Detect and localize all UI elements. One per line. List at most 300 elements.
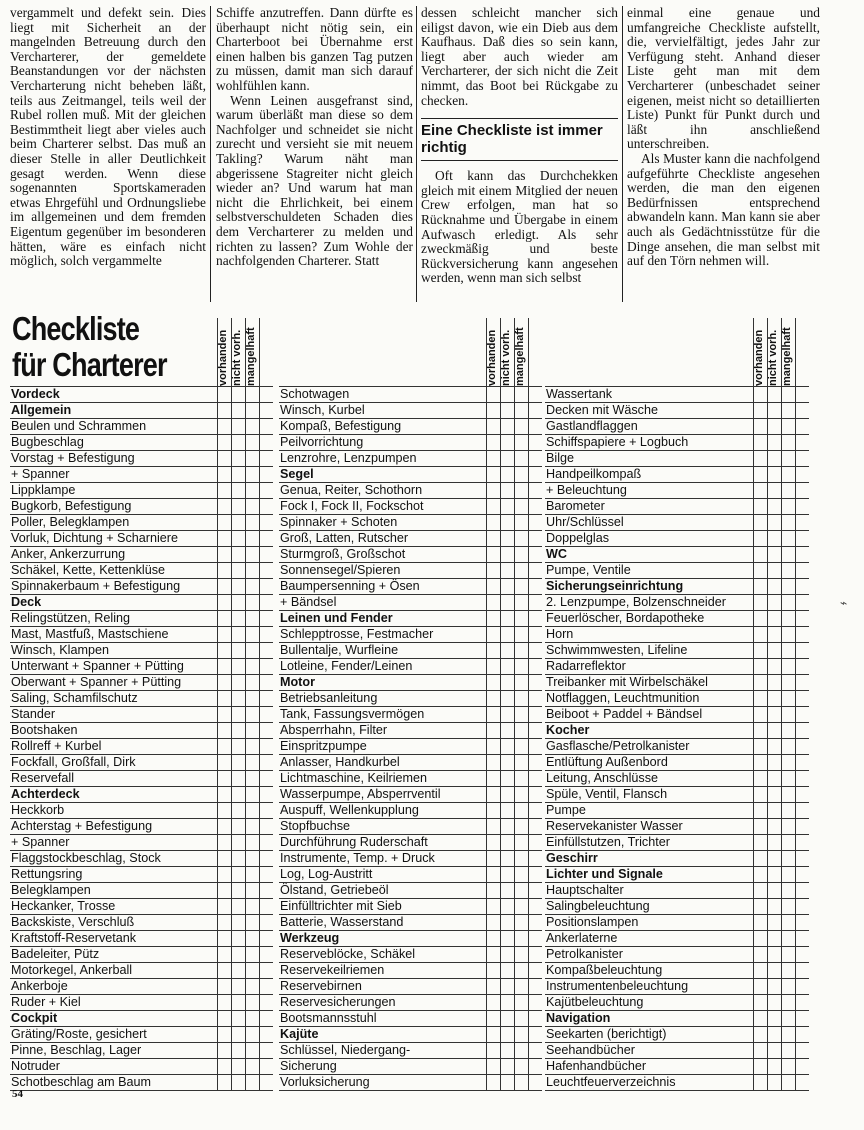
check-box[interactable] [217,850,232,866]
check-box[interactable] [486,386,501,402]
check-box[interactable] [231,834,246,850]
check-box[interactable] [245,386,260,402]
check-box[interactable] [514,930,529,946]
check-box[interactable] [753,642,768,658]
check-box[interactable] [767,658,782,674]
check-box[interactable] [486,498,501,514]
check-box[interactable] [231,1042,246,1058]
check-box[interactable] [753,658,768,674]
check-box[interactable] [767,834,782,850]
check-box[interactable] [217,626,232,642]
check-box[interactable] [500,418,515,434]
check-box[interactable] [231,450,246,466]
check-box[interactable] [767,866,782,882]
check-box[interactable] [500,1010,515,1026]
check-box[interactable] [231,482,246,498]
check-box[interactable] [217,578,232,594]
check-box[interactable] [486,706,501,722]
check-box[interactable] [245,466,260,482]
check-box[interactable] [753,610,768,626]
check-box[interactable] [514,642,529,658]
check-box[interactable] [514,610,529,626]
check-box[interactable] [217,674,232,690]
check-box[interactable] [767,1010,782,1026]
check-box[interactable] [767,770,782,786]
check-box[interactable] [217,914,232,930]
check-box[interactable] [231,466,246,482]
check-box[interactable] [514,706,529,722]
check-box[interactable] [245,738,260,754]
check-box[interactable] [486,610,501,626]
check-box[interactable] [781,514,796,530]
check-box[interactable] [500,898,515,914]
check-box[interactable] [767,706,782,722]
check-box[interactable] [781,706,796,722]
check-box[interactable] [217,978,232,994]
check-box[interactable] [767,914,782,930]
check-box[interactable] [217,898,232,914]
check-box[interactable] [753,466,768,482]
check-box[interactable] [217,802,232,818]
check-box[interactable] [486,786,501,802]
check-box[interactable] [781,802,796,818]
check-box[interactable] [753,1026,768,1042]
check-box[interactable] [781,690,796,706]
check-box[interactable] [217,1074,232,1090]
check-box[interactable] [753,1010,768,1026]
check-box[interactable] [767,930,782,946]
check-box[interactable] [781,850,796,866]
check-box[interactable] [231,802,246,818]
check-box[interactable] [514,962,529,978]
check-box[interactable] [217,546,232,562]
check-box[interactable] [500,882,515,898]
check-box[interactable] [781,450,796,466]
check-box[interactable] [231,866,246,882]
check-box[interactable] [245,802,260,818]
check-box[interactable] [486,1074,501,1090]
check-box[interactable] [514,530,529,546]
check-box[interactable] [500,514,515,530]
check-box[interactable] [781,546,796,562]
check-box[interactable] [781,386,796,402]
check-box[interactable] [514,418,529,434]
check-box[interactable] [514,450,529,466]
check-box[interactable] [753,1074,768,1090]
check-box[interactable] [767,722,782,738]
check-box[interactable] [767,546,782,562]
check-box[interactable] [781,914,796,930]
check-box[interactable] [231,722,246,738]
check-box[interactable] [514,770,529,786]
check-box[interactable] [486,674,501,690]
check-box[interactable] [486,530,501,546]
check-box[interactable] [486,1010,501,1026]
check-box[interactable] [217,402,232,418]
check-box[interactable] [514,386,529,402]
check-box[interactable] [767,530,782,546]
check-box[interactable] [753,978,768,994]
check-box[interactable] [245,1042,260,1058]
check-box[interactable] [514,898,529,914]
check-box[interactable] [753,738,768,754]
check-box[interactable] [486,1058,501,1074]
check-box[interactable] [500,450,515,466]
check-box[interactable] [500,738,515,754]
check-box[interactable] [753,930,768,946]
check-box[interactable] [753,802,768,818]
check-box[interactable] [500,770,515,786]
check-box[interactable] [500,1042,515,1058]
check-box[interactable] [514,402,529,418]
check-box[interactable] [767,1058,782,1074]
check-box[interactable] [500,994,515,1010]
check-box[interactable] [514,834,529,850]
check-box[interactable] [753,866,768,882]
check-box[interactable] [245,882,260,898]
check-box[interactable] [217,642,232,658]
check-box[interactable] [767,818,782,834]
check-box[interactable] [231,1058,246,1074]
check-box[interactable] [781,466,796,482]
check-box[interactable] [767,946,782,962]
check-box[interactable] [500,946,515,962]
check-box[interactable] [767,594,782,610]
check-box[interactable] [753,994,768,1010]
check-box[interactable] [486,434,501,450]
check-box[interactable] [500,722,515,738]
check-box[interactable] [767,514,782,530]
check-box[interactable] [514,498,529,514]
check-box[interactable] [753,722,768,738]
check-box[interactable] [217,994,232,1010]
check-box[interactable] [753,626,768,642]
check-box[interactable] [781,482,796,498]
check-box[interactable] [245,546,260,562]
check-box[interactable] [753,834,768,850]
check-box[interactable] [500,434,515,450]
check-box[interactable] [245,402,260,418]
check-box[interactable] [486,594,501,610]
check-box[interactable] [767,1026,782,1042]
check-box[interactable] [231,754,246,770]
check-box[interactable] [753,418,768,434]
check-box[interactable] [500,674,515,690]
check-box[interactable] [753,770,768,786]
check-box[interactable] [753,754,768,770]
check-box[interactable] [231,402,246,418]
check-box[interactable] [486,642,501,658]
check-box[interactable] [767,578,782,594]
check-box[interactable] [486,962,501,978]
check-box[interactable] [217,738,232,754]
check-box[interactable] [753,530,768,546]
check-box[interactable] [217,498,232,514]
check-box[interactable] [500,642,515,658]
check-box[interactable] [217,434,232,450]
check-box[interactable] [245,482,260,498]
check-box[interactable] [231,994,246,1010]
check-box[interactable] [217,930,232,946]
check-box[interactable] [781,434,796,450]
check-box[interactable] [753,850,768,866]
check-box[interactable] [486,722,501,738]
check-box[interactable] [767,1074,782,1090]
check-box[interactable] [217,818,232,834]
check-box[interactable] [500,818,515,834]
check-box[interactable] [231,850,246,866]
check-box[interactable] [231,674,246,690]
check-box[interactable] [217,1042,232,1058]
check-box[interactable] [245,658,260,674]
check-box[interactable] [217,514,232,530]
check-box[interactable] [767,610,782,626]
check-box[interactable] [486,994,501,1010]
check-box[interactable] [231,562,246,578]
check-box[interactable] [767,786,782,802]
check-box[interactable] [514,1042,529,1058]
check-box[interactable] [781,882,796,898]
check-box[interactable] [217,706,232,722]
check-box[interactable] [486,418,501,434]
check-box[interactable] [245,946,260,962]
check-box[interactable] [767,690,782,706]
check-box[interactable] [231,1026,246,1042]
check-box[interactable] [486,450,501,466]
check-box[interactable] [245,706,260,722]
check-box[interactable] [781,498,796,514]
check-box[interactable] [231,514,246,530]
check-box[interactable] [767,898,782,914]
check-box[interactable] [217,530,232,546]
check-box[interactable] [753,482,768,498]
check-box[interactable] [231,770,246,786]
check-box[interactable] [767,850,782,866]
check-box[interactable] [231,498,246,514]
check-box[interactable] [486,402,501,418]
check-box[interactable] [753,882,768,898]
check-box[interactable] [217,834,232,850]
check-box[interactable] [500,914,515,930]
check-box[interactable] [245,1010,260,1026]
check-box[interactable] [781,1042,796,1058]
check-box[interactable] [500,962,515,978]
check-box[interactable] [245,450,260,466]
check-box[interactable] [514,434,529,450]
check-box[interactable] [486,930,501,946]
check-box[interactable] [231,658,246,674]
check-box[interactable] [245,978,260,994]
check-box[interactable] [514,754,529,770]
check-box[interactable] [753,914,768,930]
check-box[interactable] [767,418,782,434]
check-box[interactable] [781,898,796,914]
check-box[interactable] [231,818,246,834]
check-box[interactable] [231,578,246,594]
check-box[interactable] [767,994,782,1010]
check-box[interactable] [486,482,501,498]
check-box[interactable] [245,866,260,882]
check-box[interactable] [231,626,246,642]
check-box[interactable] [486,754,501,770]
check-box[interactable] [781,738,796,754]
check-box[interactable] [514,882,529,898]
check-box[interactable] [514,658,529,674]
check-box[interactable] [753,818,768,834]
check-box[interactable] [245,850,260,866]
check-box[interactable] [245,418,260,434]
check-box[interactable] [245,674,260,690]
check-box[interactable] [217,386,232,402]
check-box[interactable] [767,674,782,690]
check-box[interactable] [231,530,246,546]
check-box[interactable] [217,1010,232,1026]
check-box[interactable] [767,450,782,466]
check-box[interactable] [245,962,260,978]
check-box[interactable] [486,770,501,786]
check-box[interactable] [753,946,768,962]
check-box[interactable] [245,1026,260,1042]
check-box[interactable] [217,722,232,738]
check-box[interactable] [781,642,796,658]
check-box[interactable] [781,1074,796,1090]
check-box[interactable] [245,434,260,450]
check-box[interactable] [217,866,232,882]
check-box[interactable] [767,626,782,642]
check-box[interactable] [500,658,515,674]
check-box[interactable] [753,1058,768,1074]
check-box[interactable] [486,690,501,706]
check-box[interactable] [231,946,246,962]
check-box[interactable] [500,834,515,850]
check-box[interactable] [781,994,796,1010]
check-box[interactable] [781,1058,796,1074]
check-box[interactable] [500,786,515,802]
check-box[interactable] [781,866,796,882]
check-box[interactable] [500,498,515,514]
check-box[interactable] [781,418,796,434]
check-box[interactable] [767,978,782,994]
check-box[interactable] [781,530,796,546]
check-box[interactable] [231,1010,246,1026]
check-box[interactable] [245,642,260,658]
check-box[interactable] [486,866,501,882]
check-box[interactable] [245,1074,260,1090]
check-box[interactable] [781,610,796,626]
check-box[interactable] [500,1026,515,1042]
check-box[interactable] [514,546,529,562]
check-box[interactable] [217,658,232,674]
check-box[interactable] [245,498,260,514]
check-box[interactable] [500,610,515,626]
check-box[interactable] [767,642,782,658]
check-box[interactable] [514,1026,529,1042]
check-box[interactable] [500,802,515,818]
check-box[interactable] [781,562,796,578]
check-box[interactable] [767,482,782,498]
check-box[interactable] [781,930,796,946]
check-box[interactable] [231,930,246,946]
check-box[interactable] [514,578,529,594]
check-box[interactable] [486,658,501,674]
check-box[interactable] [245,594,260,610]
check-box[interactable] [500,594,515,610]
check-box[interactable] [245,754,260,770]
check-box[interactable] [514,1010,529,1026]
check-box[interactable] [781,754,796,770]
check-box[interactable] [514,786,529,802]
check-box[interactable] [781,594,796,610]
check-box[interactable] [217,562,232,578]
check-box[interactable] [245,834,260,850]
check-box[interactable] [486,946,501,962]
check-box[interactable] [231,546,246,562]
check-box[interactable] [486,818,501,834]
check-box[interactable] [486,914,501,930]
check-box[interactable] [753,962,768,978]
check-box[interactable] [245,690,260,706]
check-box[interactable] [767,754,782,770]
check-box[interactable] [500,482,515,498]
check-box[interactable] [767,402,782,418]
check-box[interactable] [753,514,768,530]
check-box[interactable] [781,834,796,850]
check-box[interactable] [781,946,796,962]
check-box[interactable] [217,482,232,498]
check-box[interactable] [514,1058,529,1074]
check-box[interactable] [245,722,260,738]
check-box[interactable] [500,706,515,722]
check-box[interactable] [500,466,515,482]
check-box[interactable] [753,706,768,722]
check-box[interactable] [500,850,515,866]
check-box[interactable] [486,1042,501,1058]
check-box[interactable] [781,818,796,834]
check-box[interactable] [217,610,232,626]
check-box[interactable] [753,578,768,594]
check-box[interactable] [753,786,768,802]
check-box[interactable] [231,434,246,450]
check-box[interactable] [217,466,232,482]
check-box[interactable] [767,1042,782,1058]
check-box[interactable] [217,754,232,770]
check-box[interactable] [231,690,246,706]
check-box[interactable] [514,722,529,738]
check-box[interactable] [514,738,529,754]
check-box[interactable] [217,946,232,962]
check-box[interactable] [486,626,501,642]
check-box[interactable] [245,994,260,1010]
check-box[interactable] [486,802,501,818]
check-box[interactable] [217,594,232,610]
check-box[interactable] [500,562,515,578]
check-box[interactable] [767,434,782,450]
check-box[interactable] [500,546,515,562]
check-box[interactable] [486,978,501,994]
check-box[interactable] [753,450,768,466]
check-box[interactable] [231,882,246,898]
check-box[interactable] [753,546,768,562]
check-box[interactable] [245,578,260,594]
check-box[interactable] [500,866,515,882]
check-box[interactable] [245,530,260,546]
check-box[interactable] [514,466,529,482]
check-box[interactable] [781,674,796,690]
check-box[interactable] [231,386,246,402]
check-box[interactable] [486,1026,501,1042]
check-box[interactable] [767,962,782,978]
check-box[interactable] [514,1074,529,1090]
